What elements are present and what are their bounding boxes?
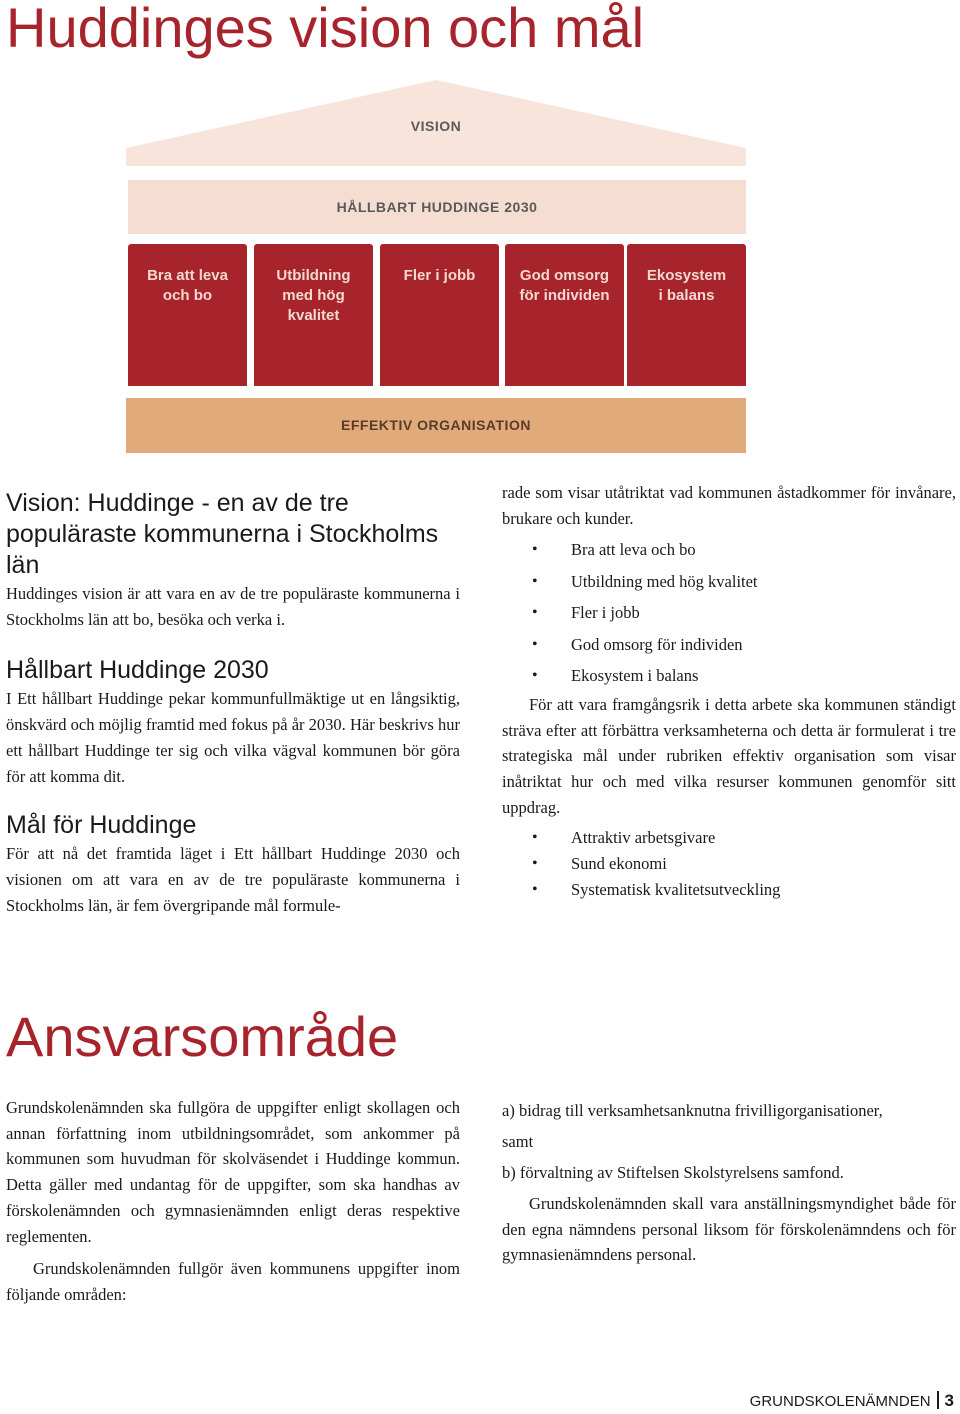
list-item: • Utbildning med hög kvalitet bbox=[502, 566, 956, 598]
list-item: • Fler i jobb bbox=[502, 597, 956, 629]
vision-heading: Vision: Huddinge - en av de tre populäraste kommunerna i Stockholms län bbox=[6, 489, 439, 579]
pillar-label: Utbildning med hög kvalitet bbox=[276, 267, 351, 324]
ansvar-item-b: b) förvaltning av Stiftelsen Skolstyrelsens samfond. bbox=[502, 1163, 844, 1182]
goals-list bbox=[502, 534, 956, 692]
ansvar-heading: Ansvarsområde bbox=[6, 1005, 399, 1068]
list-item: • Systematisk kvalitetsutveckling bbox=[502, 877, 956, 903]
page-footer bbox=[750, 1390, 954, 1412]
goals-intro-text: rade som visar utåtriktat vad kommunen åstadkommer för invånare, brukare och kunder. bbox=[502, 483, 956, 528]
mal-text: För att nå det framtida läget i Ett hållbart Huddinge 2030 och visionen om att vara en av de tre populäraste kommunerna i Stockholms län, är fem övergripande mål formule- bbox=[6, 844, 460, 915]
mal-heading: Mål för Huddinge bbox=[6, 811, 197, 840]
list-item: • Bra att leva och bo bbox=[502, 534, 956, 566]
footer-label: GRUNDSKOLENÄMNDEN bbox=[749, 1393, 931, 1410]
vision-label: VISION bbox=[410, 118, 462, 134]
right-column bbox=[502, 480, 956, 903]
hallbart-band-label: HÅLLBART HUDDINGE 2030 bbox=[336, 199, 538, 215]
list-item: • Attraktiv arbetsgivare bbox=[502, 825, 956, 851]
list-item: • Ekosystem i balans bbox=[502, 660, 956, 692]
pillar-god-omsorg bbox=[505, 244, 624, 386]
left-column bbox=[6, 488, 460, 918]
ansvar-right-column bbox=[502, 1095, 956, 1268]
page-title: Huddinges vision och mål bbox=[6, 0, 645, 59]
list-item: • God omsorg för individen bbox=[502, 629, 956, 661]
vision-roof bbox=[126, 78, 746, 166]
pillar-fler-i-jobb bbox=[380, 244, 499, 386]
hallbart-band bbox=[128, 180, 746, 234]
ansvar-left-column bbox=[6, 1095, 460, 1308]
pillar-label: Bra att leva och bo bbox=[147, 267, 228, 304]
foundation-label: EFFEKTIV ORGANISATION bbox=[341, 417, 531, 433]
hallbart-heading: Hållbart Huddinge 2030 bbox=[6, 656, 269, 685]
pillar-label: Fler i jobb bbox=[403, 267, 476, 284]
pillar-label: God omsorg för individen bbox=[519, 267, 610, 304]
vision-text: Huddinges vision är att vara en av de tre populäraste kommunerna i Stockholms län att bo, besöka och verka i. bbox=[6, 584, 460, 629]
strategic-goals-list bbox=[502, 825, 956, 902]
page-number: 3 bbox=[944, 1391, 954, 1410]
pillar-ekosystem bbox=[627, 244, 746, 386]
strategy-text: För att vara framgångsrik i detta arbete ska kommunen ständigt sträva efter att förbättra verksamheterna och detta är formulerat i tre strategiska mål under rubriken effektiv organisation som visar inåtriktat hur och med vilka resurser kommunen genomför sitt uppdrag. bbox=[502, 694, 956, 817]
ansvar-samt: samt bbox=[502, 1132, 534, 1151]
ansvar-text-1: Grundskolenämnden ska fullgöra de uppgifter enligt skollagen och annan författning inom utbildningsområdet, som ankommer på kommunen som huvudman för skolväsendet i Huddinge kommun. Detta gäller med undantag för de uppgifter, som ska handhas av förskolenämnden och gymnasienämnden enligt deras respektive reglementen. bbox=[6, 1098, 460, 1246]
pillar-utbildning bbox=[254, 244, 373, 386]
ansvar-text-3: Grundskolenämnden skall vara anställningsmyndighet både för den egna nämndens personal liksom för förskolenämndens och för gymnasienämndens personal. bbox=[502, 1194, 956, 1265]
footer-divider bbox=[937, 1391, 939, 1409]
hallbart-text: I Ett hållbart Huddinge pekar kommunfullmäktige ut en långsiktig, önskvärd och möjlig framtid med fokus på år 2030. Här beskrivs hur ett hållbart Huddinge ter sig och vilka vägval kommunen bör göra för att komma dit. bbox=[6, 689, 460, 786]
pillar-bra-att-leva bbox=[128, 244, 247, 386]
vision-diagram bbox=[126, 78, 746, 453]
list-item: • Sund ekonomi bbox=[502, 851, 956, 877]
foundation-effektiv-organisation bbox=[126, 398, 746, 453]
ansvar-item-a: a) bidrag till verksamhetsanknutna frivilligorganisationer, bbox=[502, 1101, 883, 1120]
pillar-label: Ekosystem i balans bbox=[646, 267, 727, 304]
ansvar-text-2: Grundskolenämnden fullgör även kommunens uppgifter inom följande områden: bbox=[6, 1259, 460, 1304]
